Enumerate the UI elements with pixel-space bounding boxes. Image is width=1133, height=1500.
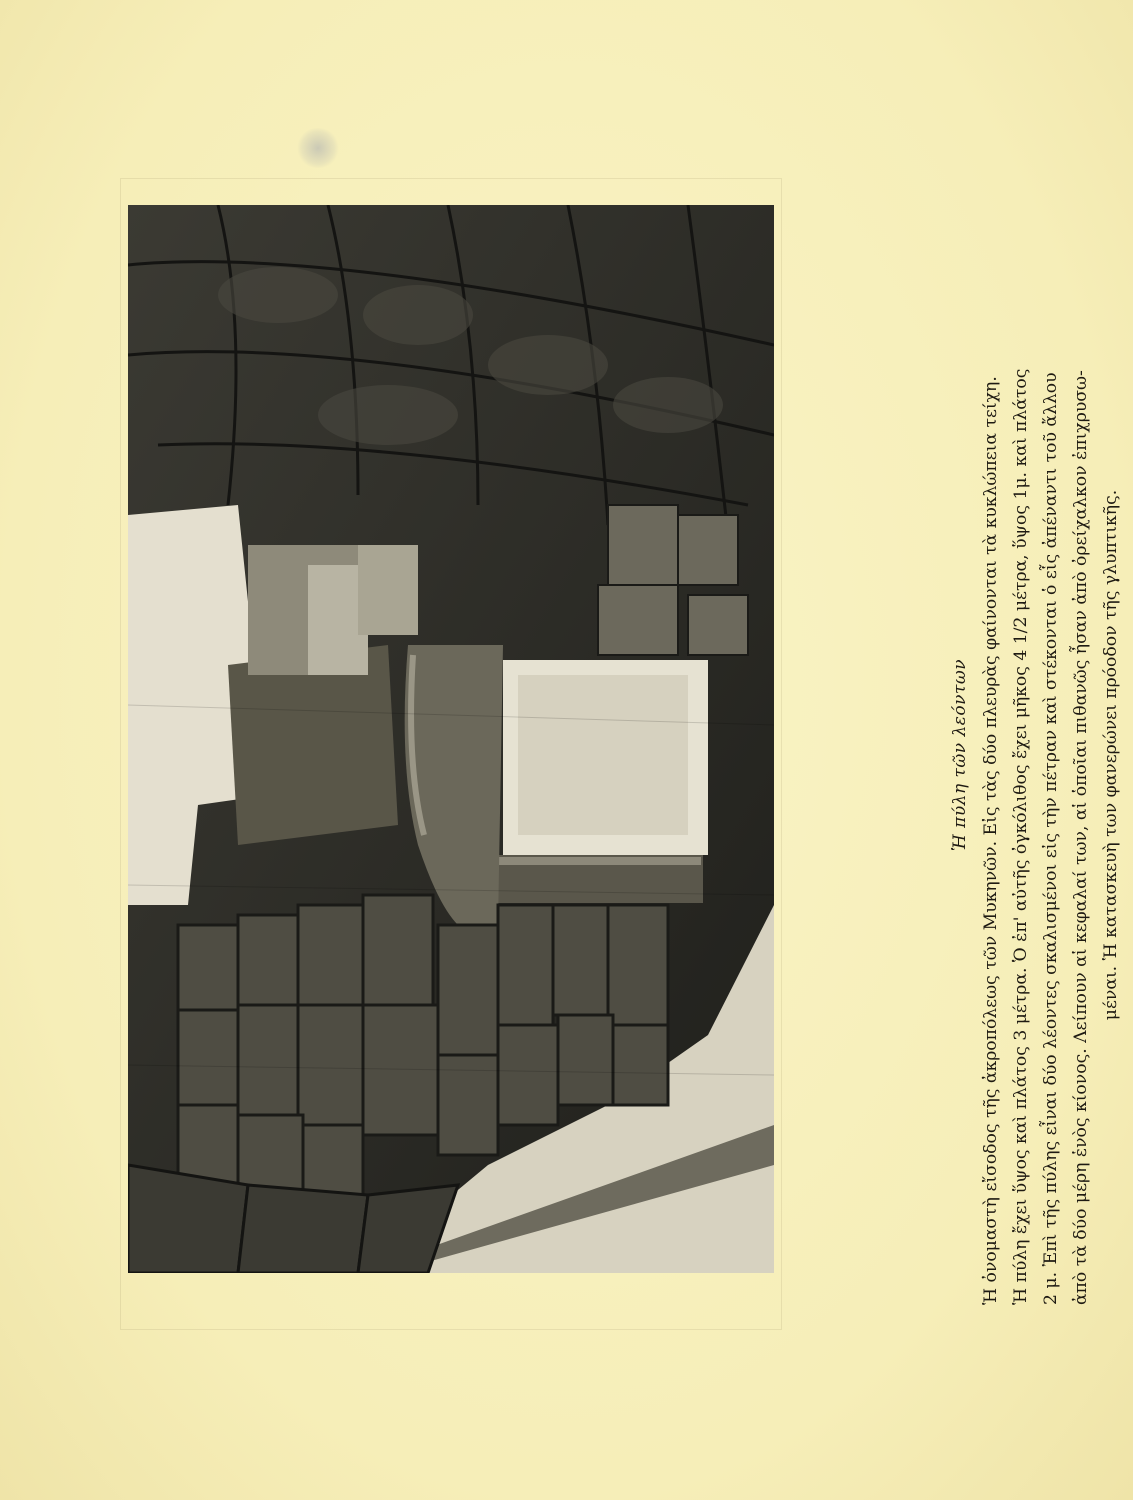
caption-block	[950, 205, 1121, 1305]
caption-line: Ἡ ὀνομαστὴ εἴσοδος τῆς ἀκροπόλεως τῶν Μυκηνῶν. Εἰς τὰς δύο πλευρὰς φαίνονται τὰ κυκλώπεια τείχη.	[981, 376, 1001, 1305]
caption-line: Ἡ πύλη ἔχει ὕψος καὶ πλάτος 3 μέτρα. Ὁ ἐπ' αὐτῆς ὀγκόλιθος ἔχει μῆκος 4 1/2 μέτρα, ὕψος 1μ. καὶ πλάτος	[1011, 368, 1031, 1305]
ink-stain	[296, 128, 340, 168]
caption-line: 2 μ. Ἐπὶ τῆς πύλης εἶναι δύο λέοντες σκαλισμένοι εἰς τὴν πέτραν καὶ στέκονται ὁ εἷς ἀπέναντι τοῦ ἄλλου	[1041, 372, 1061, 1305]
photo-title: Ἡ πύλη τῶν λεόντων	[950, 658, 970, 852]
caption-paragraph	[976, 205, 1126, 1305]
caption-line: μέναι. Ἡ κατασκευὴ των φανερώνει πρόοδον τῆς γλυπτικῆς.	[1101, 489, 1121, 1021]
caption-line: ἀπὸ τὰ δύο μέρη ἑνὸς κίονος. Λείπουν αἱ κεφαλαί των, αἱ ὁποῖαι πιθανῶς ἦσαν ἀπὸ ὀρείχαλκον ἐπιχρυσω-	[1071, 370, 1091, 1305]
lion-gate-photograph	[128, 205, 774, 1273]
